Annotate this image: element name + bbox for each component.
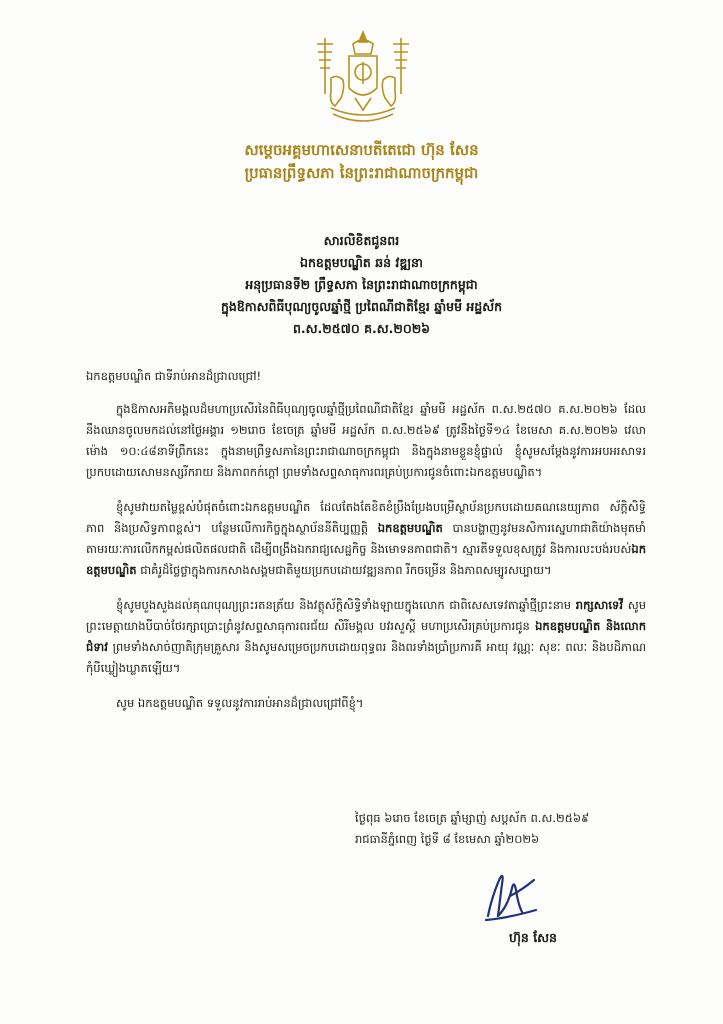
sender-position: ប្រធានព្រឹទ្ធសភា នៃព្រះរាជាណាចក្រកម្ពុជា: [244, 164, 479, 182]
paragraph-3: [86, 595, 646, 679]
paragraph-2-text: បានបង្ហាញនូវមនសិការស្នេហាជាតិយ៉ាងមុតមាំ តាមរយៈការលើកកម្ពស់ផលិតផលជាតិ ដើម្បីពង្រឹងឯករាជ្យសេដ្ឋកិច្ច និងមោទនភាពជាតិ។ ស្មារតីទទួលខុសត្រូវ និងការលះបង់របស់: [86, 521, 646, 556]
closing-line: សូម ឯកឧត្តមបណ្ឌិត ទទួលនូវការរាប់អានដ៏ជ្រាលជ្រៅពីខ្ញុំ។: [116, 696, 364, 710]
handwritten-signature-icon: [478, 866, 548, 926]
paragraph-2: [86, 497, 646, 581]
subject-line-4: ក្នុងឱកាសពិធីបុណ្យចូលឆ្នាំថ្មី ប្រពៃណីជាតិខ្មែរ ឆ្នាំមមី អដ្ឋស័ក: [220, 299, 503, 314]
letter-subject: [0, 230, 723, 340]
paragraph-3-text: ខ្ញុំសូមបួងសួងដល់គុណបុណ្យព្រះរតនត្រ័យ និងវត្ថុស័ក្ដិសិទ្ធិទាំងឡាយក្នុងលោក ជាពិសេសទេវតាឆ្នាំថ្មីព្រះនាម: [116, 598, 576, 612]
subject-line-1: សារលិខិតជូនពរ: [323, 233, 400, 248]
subject-line-3: អនុប្រធានទី២ ព្រឹទ្ធសភា នៃព្រះរាជាណាចក្រកម្ពុជា: [245, 277, 478, 292]
signoff-block: [355, 808, 655, 850]
paragraph-2-honorific: ឯកឧត្តមបណ្ឌិត: [86, 542, 646, 577]
new-year-deity-name: រាក្សសាទេវី: [575, 598, 623, 612]
subject-line-2: ឯកឧត្តមបណ្ឌិត ឆន់ វឌ្ឍនា: [300, 255, 423, 270]
paragraph-2-text: ខ្ញុំសូមវាយតម្លៃខ្ពស់បំផុតចំពោះឯកឧត្តមបណ្ឌិត ដែលតែងតែខិតខំប្រឹងប្រែងបម្រើស្ថាប័នប្រកបដោយគណនេយ្យភាព ស័ក្ដិសិទ្ធិភាព និងប្រសិទ្ធភាពខ្ពស់។ បន្ថែមលើការកិច្ចក្នុងស្ថាប័ននីតិប្បញ្ញត្តិ: [86, 500, 646, 535]
royal-coat-of-arms-icon: [303, 28, 423, 130]
paragraph-1: ក្នុងឱកាសអភិមង្គលដ៏មហាប្រសើរនៃពិធីបុណ្យចូលឆ្នាំថ្មីប្រពៃណីជាតិខ្មែរ ឆ្នាំមមី អដ្ឋស័ក ព.ស.២៥៧០ គ.ស.២០២៦ ដែលនឹងឈានចូលមកដល់នៅថ្ងៃអង្គារ ១២រោច ខែចេត្រ ឆ្នាំមមី អដ្ឋស័ក ព.ស.២៥៦៩ ត្រូវនឹងថ្ងៃទី១៤ ខែមេសា គ.ស.២០២៦ វេលាម៉ោង ១០:៤៨នាទីព្រឹកនេះ ក្នុងនាមព្រឹទ្ធសភានៃព្រះរាជាណាចក្រកម្ពុជា និងក្នុងនាមខ្លួនខ្ញុំផ្ទាល់ ខ្ញុំសូមសម្ដែងនូវការអបអរសាទរប្រកបដោយសោមនស្សរីករាយ និងភាពកក់ក្ដៅ ព្រមទាំងសព្ទសាធុការពរគ្រប់ប្រការជូនចំពោះឯកឧត្តមបណ្ឌិត។: [86, 402, 646, 479]
salutation: ឯកឧត្តមបណ្ឌិត ជាទីរាប់អានដ៏ជ្រាលជ្រៅ!: [86, 369, 262, 383]
paragraph-3-text: សូមព្រះមេត្តាយាងបីបាច់ថែរក្សាប្រោះព្រំនូវសព្ទសាធុការពរជ័យ សិរីមង្គល បវរសួស្ដី មហាប្រសើរគ្រប់ប្រការជូន: [86, 598, 646, 633]
signer-name: ហ៊ុន សែន: [509, 930, 557, 945]
sender-title: សម្ដេចអគ្គមហាសេនាបតីតេជោ ហ៊ុន សែន: [244, 141, 479, 159]
paragraph-3-honorific: ឯកឧត្តមបណ្ឌិត និងលោកជំទាវ: [86, 619, 646, 654]
paragraph-3-text: ព្រមទាំងសាច់ញាតិក្រុមគ្រួសារ និងសូមសម្រេចប្រកបដោយពុទ្ធពរ និងពរទាំងប្រាំប្រការគឺ អាយុ វណ្ណៈ សុខៈ ពលៈ និងបដិភាណ កុំបីឃ្លៀងឃ្លាតឡើយ។: [86, 640, 646, 675]
paragraph-2-honorific: ឯកឧត្តមបណ្ឌិត: [377, 521, 443, 535]
paragraph-2-text: ជាគំរូដ៏ថ្លៃថ្លាក្នុងការកសាងសង្គមជាតិមួយប្រកបដោយវឌ្ឍនភាព រីកចម្រើន និងភាពសម្បូរសប្បាយ។: [136, 563, 552, 577]
date-lunar: ថ្ងៃពុធ ៦រោច ខែចេត្រ ឆ្នាំម្សាញ់ សប្តស័ក ព.ស.២៥៦៩: [355, 811, 590, 825]
subject-line-5: ព.ស.២៥៧០ គ.ស.២០២៦: [292, 321, 431, 336]
letter-body: [86, 366, 646, 728]
date-solar: រាជធានីភ្នំពេញ ថ្ងៃទី ៨ ខែមេសា ឆ្នាំ២០២៦: [355, 832, 540, 846]
